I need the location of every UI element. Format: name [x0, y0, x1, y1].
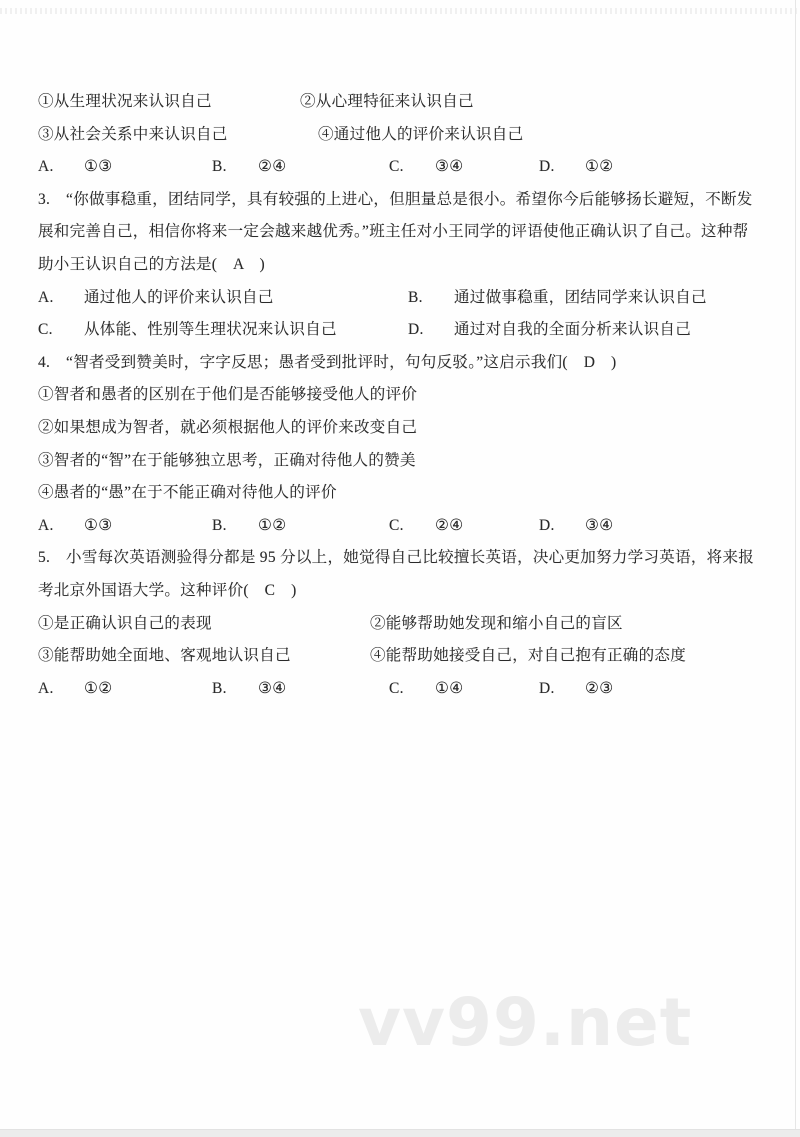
q4-option-d-label: D.	[539, 516, 555, 534]
q3-option-d	[408, 314, 764, 347]
q5-option-b	[212, 673, 389, 706]
q2-item-1: ①从生理状况来认识自己	[38, 93, 212, 110]
q2-option-b	[212, 151, 389, 184]
q4-option-a	[38, 510, 212, 543]
q5-option-c-label: C.	[389, 679, 404, 697]
q4-stem-text: 4. “智者受到赞美时，字字反思；愚者受到批评时，句句反驳。”这启示我们( D )	[38, 353, 617, 371]
q2-option-d	[539, 151, 764, 184]
q3-option-a	[38, 282, 408, 315]
q3-stem-text-2: 展和完善自己，相信你将来一定会越来越优秀。”班主任对小王同学的评语使他正确认识了自己。这种帮	[38, 223, 749, 241]
q3-stem-text-3: 助小王认识自己的方法是( A )	[38, 255, 265, 273]
q2-options-row	[38, 151, 764, 184]
q3-stem-line-3	[38, 249, 764, 282]
q4-option-c-value: ②④	[435, 516, 464, 534]
q4-item-3-row	[38, 445, 764, 478]
q5-option-c-value: ①④	[435, 679, 464, 697]
q3-option-c-text: 从体能、性别等生理状况来认识自己	[84, 321, 337, 339]
q2-item-2: ②从心理特征来认识自己	[300, 93, 474, 110]
q4-option-c-label: C.	[389, 516, 404, 534]
q2-option-b-label: B.	[212, 158, 227, 176]
q2-option-c-value: ③④	[435, 158, 464, 176]
page-bottom-edge	[0, 1129, 800, 1137]
q2-option-d-label: D.	[539, 158, 555, 176]
q4-item-1-row	[38, 379, 764, 412]
perforation-line	[0, 8, 800, 14]
q4-item-1: ①智者和愚者的区别在于他们是否能够接受他人的评价	[38, 386, 418, 404]
q4-options-row	[38, 510, 764, 543]
q5-option-c	[389, 673, 539, 706]
q2-option-b-value: ②④	[258, 158, 287, 176]
q3-option-a-text: 通过他人的评价来认识自己	[84, 288, 274, 306]
q5-item-3: ③能帮助她全面地、客观地认识自己	[38, 647, 291, 665]
q4-option-d-value: ③④	[585, 516, 614, 534]
q3-options-row-1	[38, 282, 764, 315]
q4-item-2: ②如果想成为智者，就必须根据他人的评价来改变自己	[38, 418, 418, 436]
q4-item-4-row	[38, 477, 764, 510]
q3-option-b-label: B.	[408, 288, 423, 306]
q2-option-c	[389, 151, 539, 184]
q2-item-3: ③从社会关系中来认识自己	[38, 125, 228, 143]
q4-option-a-value: ①③	[84, 516, 113, 534]
q2-option-c-label: C.	[389, 158, 404, 176]
q5-option-b-value: ③④	[258, 679, 287, 697]
q5-stem-text-1: 5. 小雪每次英语测验得分都是 95 分以上，她觉得自己比较擅长英语，决心更加努力学习英语，将来报	[38, 549, 755, 567]
q5-option-b-label: B.	[212, 679, 227, 697]
q4-option-b	[212, 510, 389, 543]
q4-option-b-value: ①②	[258, 516, 287, 534]
q5-item-2: ②能够帮助她发现和缩小自己的盲区	[370, 614, 623, 632]
q5-option-a	[38, 673, 212, 706]
q5-option-d-value: ②③	[585, 679, 614, 697]
q4-option-a-label: A.	[38, 516, 54, 534]
q5-stem-text-2: 考北京外国语大学。这种评价( C )	[38, 581, 297, 599]
q3-option-b-text: 通过做事稳重，团结同学来认识自己	[454, 288, 707, 306]
q3-stem-line-2	[38, 216, 764, 249]
q3-option-c-label: C.	[38, 321, 53, 339]
q3-options-row-2	[38, 314, 764, 347]
q5-option-d	[539, 673, 764, 706]
q5-items-row-1	[38, 608, 764, 641]
q5-option-a-label: A.	[38, 679, 54, 697]
q3-option-a-label: A.	[38, 288, 54, 306]
q3-stem-text-1: 3. “你做事稳重，团结同学，具有较强的上进心，但胆量总是很小。希望你今后能够扬长避短，不断发	[38, 190, 753, 208]
q5-option-a-value: ①②	[84, 679, 113, 697]
q3-option-d-text: 通过对自我的全面分析来认识自己	[454, 321, 692, 339]
q4-option-d	[539, 510, 764, 543]
q5-stem-line-1	[38, 542, 764, 575]
q5-item-4: ④能帮助她接受自己，对自己抱有正确的态度	[370, 647, 687, 665]
watermark: vv99.net	[358, 984, 693, 1061]
q2-item-4: ④通过他人的评价来认识自己	[318, 125, 524, 143]
q4-option-c	[389, 510, 539, 543]
q4-item-4: ④愚者的“愚”在于不能正确对待他人的评价	[38, 484, 337, 502]
q3-option-b	[408, 282, 764, 315]
q2-option-a-value: ①③	[84, 158, 113, 176]
q2-items-row-1	[38, 86, 764, 119]
page-right-edge	[795, 0, 796, 1137]
q2-option-a	[38, 151, 212, 184]
exam-content	[38, 86, 764, 705]
q4-item-2-row	[38, 412, 764, 445]
q2-option-a-label: A.	[38, 158, 54, 176]
q4-option-b-label: B.	[212, 516, 227, 534]
q2-items-row-2	[38, 119, 764, 152]
q5-items-row-2	[38, 640, 764, 673]
q4-item-3: ③智者的“智”在于能够独立思考，正确对待他人的赞美	[38, 451, 416, 469]
q3-option-c	[38, 314, 408, 347]
q5-options-row	[38, 673, 764, 706]
q3-stem-line-1	[38, 184, 764, 217]
q5-option-d-label: D.	[539, 679, 555, 697]
q3-option-d-label: D.	[408, 321, 424, 339]
q4-stem	[38, 347, 764, 380]
q5-stem-line-2	[38, 575, 764, 608]
q5-item-1: ①是正确认识自己的表现	[38, 614, 212, 632]
q2-option-d-value: ①②	[585, 158, 614, 176]
